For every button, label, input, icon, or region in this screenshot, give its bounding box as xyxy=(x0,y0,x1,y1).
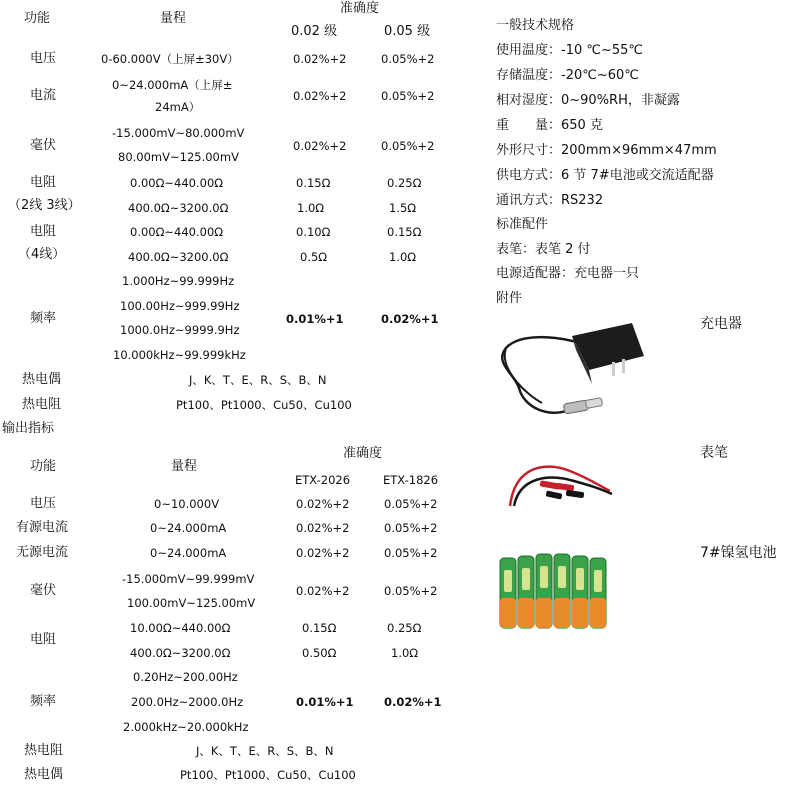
row-function: 频率 xyxy=(30,694,57,709)
attachment-label-leads: 表笔 xyxy=(700,445,728,461)
battery-pack-icon xyxy=(498,550,610,630)
accessories-title: 标准配件 xyxy=(496,217,549,232)
row-range: 200.0Hz~2000.0Hz xyxy=(131,695,244,709)
row-acc-2: 0.05%+2 xyxy=(381,52,435,66)
row-acc-1: 0.15Ω xyxy=(302,621,337,635)
row-acc-1: 0.02%+2 xyxy=(296,546,350,560)
row-acc-1: 0.10Ω xyxy=(296,225,331,239)
attachment-label-charger: 充电器 xyxy=(700,316,742,332)
row-range: 400.0Ω~3200.0Ω xyxy=(128,250,229,264)
row-acc-2: 1.0Ω xyxy=(391,646,419,660)
row-acc-2: 0.15Ω xyxy=(387,225,422,239)
row-acc-2: 0.05%+2 xyxy=(384,497,438,511)
header-range: 量程 xyxy=(171,459,198,474)
row-range: 0.20Hz~200.00Hz xyxy=(133,670,238,684)
row-span: Pt100、Pt1000、Cu50、Cu100 xyxy=(176,398,352,412)
row-function: 电阻 xyxy=(30,632,57,647)
row-range: 80.00mV~125.00mV xyxy=(118,150,239,164)
spec-item: 使用温度：-10 ℃~55℃ xyxy=(496,43,643,58)
row-acc-2: 1.0Ω xyxy=(389,250,417,264)
row-function: 热电偶 xyxy=(24,767,64,782)
header-function: 功能 xyxy=(24,11,51,26)
row-function: 毫伏 xyxy=(30,583,57,598)
row-range: 2.000kHz~20.000kHz xyxy=(123,720,249,734)
header-model-1: ETX-2026 xyxy=(295,473,351,487)
row-range: 10.000kHz~99.999kHz xyxy=(113,348,246,362)
spec-item: 存储温度：-20℃~60℃ xyxy=(496,68,639,83)
row-function: 毫伏 xyxy=(30,138,57,153)
row-function: 电阻 xyxy=(30,175,57,190)
row-range: 0.00Ω~440.00Ω xyxy=(130,225,224,239)
row-acc-2: 0.02%+1 xyxy=(381,312,439,326)
row-acc-1: 1.0Ω xyxy=(297,201,325,215)
row-acc-1: 0.02%+2 xyxy=(296,521,350,535)
row-acc-2: 0.05%+2 xyxy=(381,89,435,103)
row-acc-1: 0.5Ω xyxy=(300,250,328,264)
row-acc-2: 0.02%+1 xyxy=(384,695,442,709)
header-function: 功能 xyxy=(30,459,57,474)
row-span: J、K、T、E、R、S、B、N xyxy=(196,744,334,758)
row-range: 0~10.000V xyxy=(154,497,220,511)
attachments-title: 附件 xyxy=(496,291,523,306)
row-function: 有源电流 xyxy=(16,520,69,535)
header-grade-1: 0.02 级 xyxy=(291,24,338,39)
accessory-item: 表笔：表笔 2 付 xyxy=(496,242,591,257)
row-range: 400.0Ω~3200.0Ω xyxy=(130,646,231,660)
charger-icon xyxy=(494,318,650,430)
row-function: 无源电流 xyxy=(16,545,69,560)
row-function: 电阻 xyxy=(30,224,57,239)
row-acc-1: 0.15Ω xyxy=(296,176,331,190)
header-grade-2: 0.05 级 xyxy=(384,24,431,39)
row-acc-2: 0.25Ω xyxy=(387,621,422,635)
row-range: -15.000mV~80.000mV xyxy=(112,126,245,140)
row-acc-2: 0.25Ω xyxy=(387,176,422,190)
specs-title: 一般技术规格 xyxy=(496,18,575,33)
accessory-item: 电源适配器：充电器一只 xyxy=(496,266,640,281)
row-acc-1: 0.02%+2 xyxy=(296,584,350,598)
row-function: 频率 xyxy=(30,311,57,326)
spec-item: 重 量：650 克 xyxy=(496,118,603,133)
row-range: 100.00Hz~999.99Hz xyxy=(120,299,240,313)
header-accuracy: 准确度 xyxy=(343,446,383,461)
spec-item: 通讯方式：RS232 xyxy=(496,193,604,208)
row-range: 1000.0Hz~9999.9Hz xyxy=(120,323,240,337)
output-section-title: 输出指标 xyxy=(2,421,55,436)
row-span: J、K、T、E、R、S、B、N xyxy=(189,373,327,387)
row-range: 0~24.000mA（上屏± xyxy=(112,78,233,92)
header-accuracy: 准确度 xyxy=(340,1,380,16)
row-function: 热电偶 xyxy=(22,372,62,387)
row-acc-2: 0.05%+2 xyxy=(381,139,435,153)
attachment-label-battery: 7#镍氢电池 xyxy=(700,545,777,561)
row-acc-2: 0.05%+2 xyxy=(384,584,438,598)
row-acc-1: 0.01%+1 xyxy=(296,695,354,709)
row-acc-1: 0.01%+1 xyxy=(286,312,344,326)
spec-item: 供电方式：6 节 7#电池或交流适配器 xyxy=(496,168,714,183)
header-model-2: ETX-1826 xyxy=(383,473,439,487)
spec-item: 外形尺寸：200mm×96mm×47mm xyxy=(496,143,717,158)
row-function-sub: （4线） xyxy=(18,247,66,262)
row-function: 电压 xyxy=(30,496,57,511)
row-range: 24mA） xyxy=(155,100,201,114)
row-acc-1: 0.50Ω xyxy=(302,646,337,660)
header-range: 量程 xyxy=(160,11,187,26)
spec-item: 相对湿度：0~90%RH，非凝露 xyxy=(496,93,680,108)
row-range: 0~24.000mA xyxy=(150,546,227,560)
row-acc-1: 0.02%+2 xyxy=(296,497,350,511)
row-function: 电流 xyxy=(30,88,57,103)
row-span: Pt100、Pt1000、Cu50、Cu100 xyxy=(180,768,356,782)
row-acc-1: 0.02%+2 xyxy=(293,52,347,66)
row-range: 0.00Ω~440.00Ω xyxy=(130,176,224,190)
test-leads-icon xyxy=(500,446,620,514)
row-function: 热电阻 xyxy=(22,397,62,412)
row-acc-2: 0.05%+2 xyxy=(384,521,438,535)
row-acc-2: 1.5Ω xyxy=(389,201,417,215)
row-function-sub: （2线 3线） xyxy=(8,198,81,213)
row-range: 0-60.000V（上屏±30V） xyxy=(101,52,239,66)
row-acc-1: 0.02%+2 xyxy=(293,89,347,103)
row-function: 热电阻 xyxy=(24,743,64,758)
row-range: 400.0Ω~3200.0Ω xyxy=(128,201,229,215)
row-range: 0~24.000mA xyxy=(150,521,227,535)
row-range: 1.000Hz~99.999Hz xyxy=(122,274,235,288)
row-range: 100.00mV~125.00mV xyxy=(127,596,256,610)
row-function: 电压 xyxy=(30,51,57,66)
row-acc-2: 0.05%+2 xyxy=(384,546,438,560)
row-range: -15.000mV~99.999mV xyxy=(122,572,255,586)
row-acc-1: 0.02%+2 xyxy=(293,139,347,153)
row-range: 10.00Ω~440.00Ω xyxy=(130,621,231,635)
